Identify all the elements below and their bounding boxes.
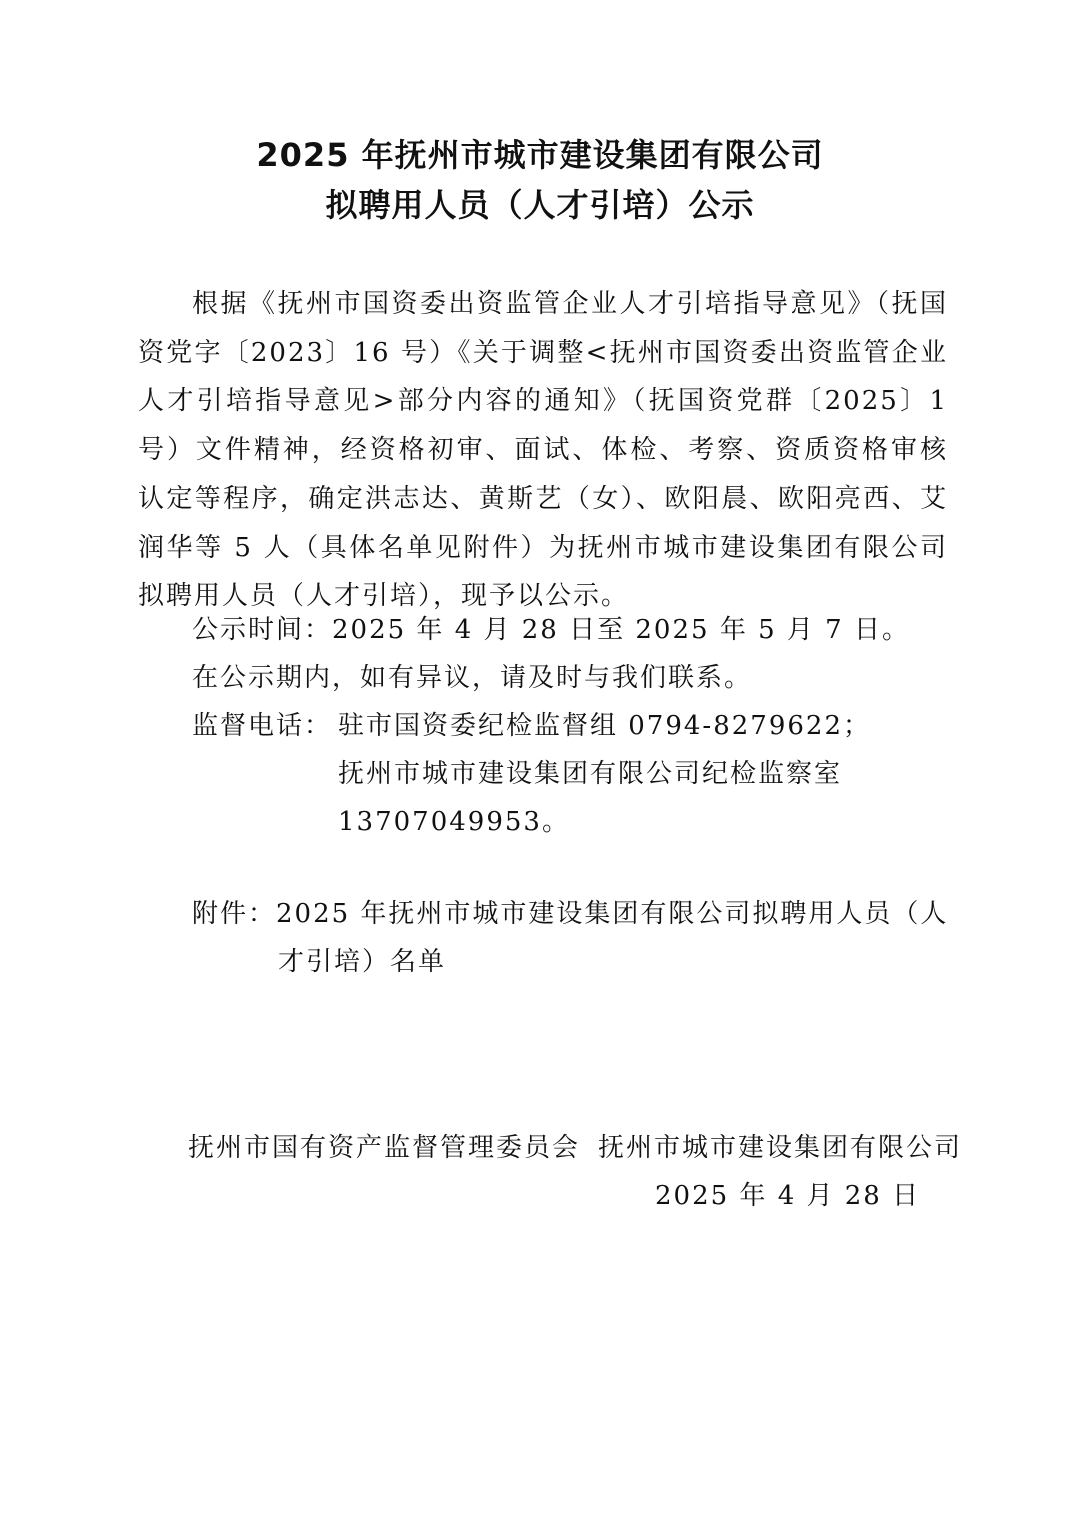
notice-title-line1: 2025 年抚州市城市建设集团有限公司 <box>256 136 824 174</box>
signature-date: 2025 年 4 月 28 日 <box>655 1181 921 1211</box>
supervision-label: 监督电话： <box>192 711 333 741</box>
signature-org-1: 抚州市国有资产监督管理委员会 <box>188 1133 581 1163</box>
signature-org-2: 抚州市城市建设集团有限公司 <box>598 1133 963 1163</box>
objection-notice: 在公示期内，如有异议，请及时与我们联系。 <box>192 663 753 693</box>
attachment-note: 附件：2025 年抚州市城市建设集团有限公司拟聘用人员（人才引培）名单 <box>192 899 949 977</box>
notice-title-line2: 拟聘用人员（人才引培）公示 <box>325 186 755 224</box>
main-paragraph: 根据《抚州市国资委出资监管企业人才引培指导意见》（抚国资党字〔2023〕16 号）《关于调整<抚州市国资委出资监管企业人才引培指导意见>部分内容的通知》（抚国资党群〔2025〕1 号）文件精神，经资格初审、面试、体检、考察、资质资格审核认定等程序，确定洪志达、黄斯艺（女）、欧阳晨、欧阳亮西、艾润华等 5 人（具体名单见附件）为抚州市城市建设集团有限公司拟聘用人员（人才引培），现予以公示。 <box>138 289 948 612</box>
publicity-period: 公示时间：2025 年 4 月 28 日至 2025 年 5 月 7 日。 <box>192 615 910 645</box>
contact-phone-1: 驻市国资委纪检监督组 0794-8279622； <box>338 711 872 741</box>
contact-org-2: 抚州市城市建设集团有限公司纪检监察室 <box>338 759 843 789</box>
contact-phone-2: 13707049953。 <box>338 807 570 837</box>
